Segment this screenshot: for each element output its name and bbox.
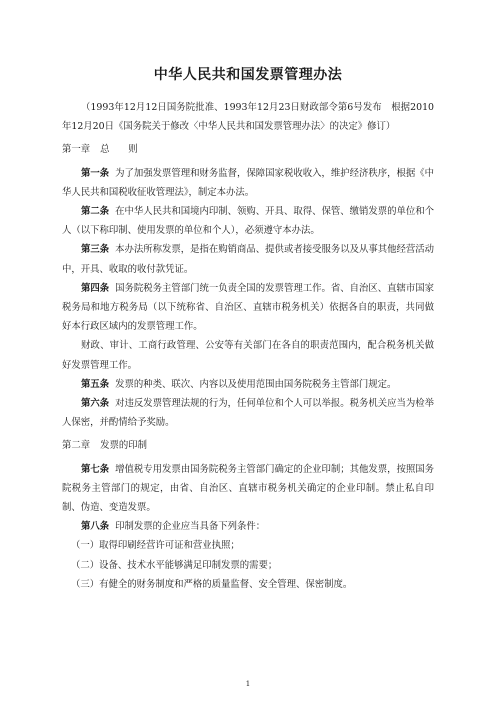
chapter-2-number: 第二章 [62, 440, 91, 452]
article-2 [62, 202, 434, 240]
article-5-text: 发票的种类、联次、内容以及使用范围由国务院税务主管部门规定。 [115, 378, 397, 390]
article-3 [62, 240, 434, 278]
article-7-label: 第七条 [81, 463, 110, 475]
chapter-2-heading [62, 436, 434, 455]
document-title: 中华人民共和国发票管理办法 [153, 67, 343, 83]
chapter-1-number: 第一章 [62, 144, 91, 156]
article-4-paragraph-2: 财政、审计、工商行政管理、公安等有关部门在各自的职责范围内，配合税务机关做好发票管理工作。 [62, 340, 434, 371]
article-1 [62, 164, 434, 202]
list-item: （三）有健全的财务制度和严格的质量监督、安全管理、保密制度。 [71, 578, 353, 590]
page-number: 1 [245, 680, 251, 688]
article-2-label: 第二条 [81, 206, 110, 218]
article-8 [62, 517, 434, 536]
article-6-text: 对违反发票管理法规的行为，任何单位和个人可以举报。税务机关应当为检举人保密，并酌情给予奖励。 [62, 398, 434, 429]
chapter-1-name: 总 则 [100, 144, 138, 156]
article-8-label: 第八条 [81, 521, 110, 533]
article-1-text: 为了加强发票管理和财务监督，保障国家税收收入，维护经济秩序，根据《中华人民共和国税收征收管理法》，制定本办法。 [62, 167, 434, 198]
article-6-label: 第六条 [81, 398, 110, 410]
article-2-text: 在中华人民共和国境内印制、领购、开具、取得、保管、缴销发票的单位和个人（以下称印制、使用发票的单位和个人），必须遵守本办法。 [62, 206, 434, 237]
preface: （1993年12月12日国务院批准、1993年12月23日财政部令第6号发布 根据2010年12月20日《国务院关于修改〈中华人民共和国发票管理办法〉的决定》修订） [62, 102, 434, 133]
article-5 [62, 375, 434, 394]
article-7-text: 增值税专用发票由国务院税务主管部门确定的企业印制；其他发票，按照国务院税务主管部门的规定，由省、自治区、直辖市税务机关确定的企业印制。禁止私自印制、伪造、变造发票。 [62, 463, 434, 514]
article-7 [62, 460, 434, 518]
article-4 [62, 279, 434, 337]
chapter-1-heading [62, 140, 434, 159]
list-item: （二）设备、技术水平能够满足印制发票的需要； [71, 559, 278, 571]
article-5-label: 第五条 [81, 378, 110, 390]
article-4-label: 第四条 [81, 282, 110, 294]
article-6 [62, 394, 434, 432]
article-3-text: 本办法所称发票，是指在购销商品、提供或者接受服务以及从事其他经营活动中，开具、收取的收付款凭证。 [62, 244, 434, 275]
article-8-text: 印制发票的企业应当具备下列条件： [115, 521, 266, 533]
list-item: （一）取得印刷经营许可证和营业执照； [71, 540, 240, 552]
article-3-label: 第三条 [81, 244, 110, 256]
document-body [62, 98, 434, 594]
article-1-label: 第一条 [81, 167, 110, 179]
article-4-text: 国务院税务主管部门统一负责全国的发票管理工作。省、自治区、直辖市国家税务局和地方税务局（以下统称省、自治区、直辖市税务机关）依据各自的职责，共同做好本行政区域内的发票管理工作。 [62, 282, 434, 333]
chapter-2-name: 发票的印制 [100, 440, 148, 452]
